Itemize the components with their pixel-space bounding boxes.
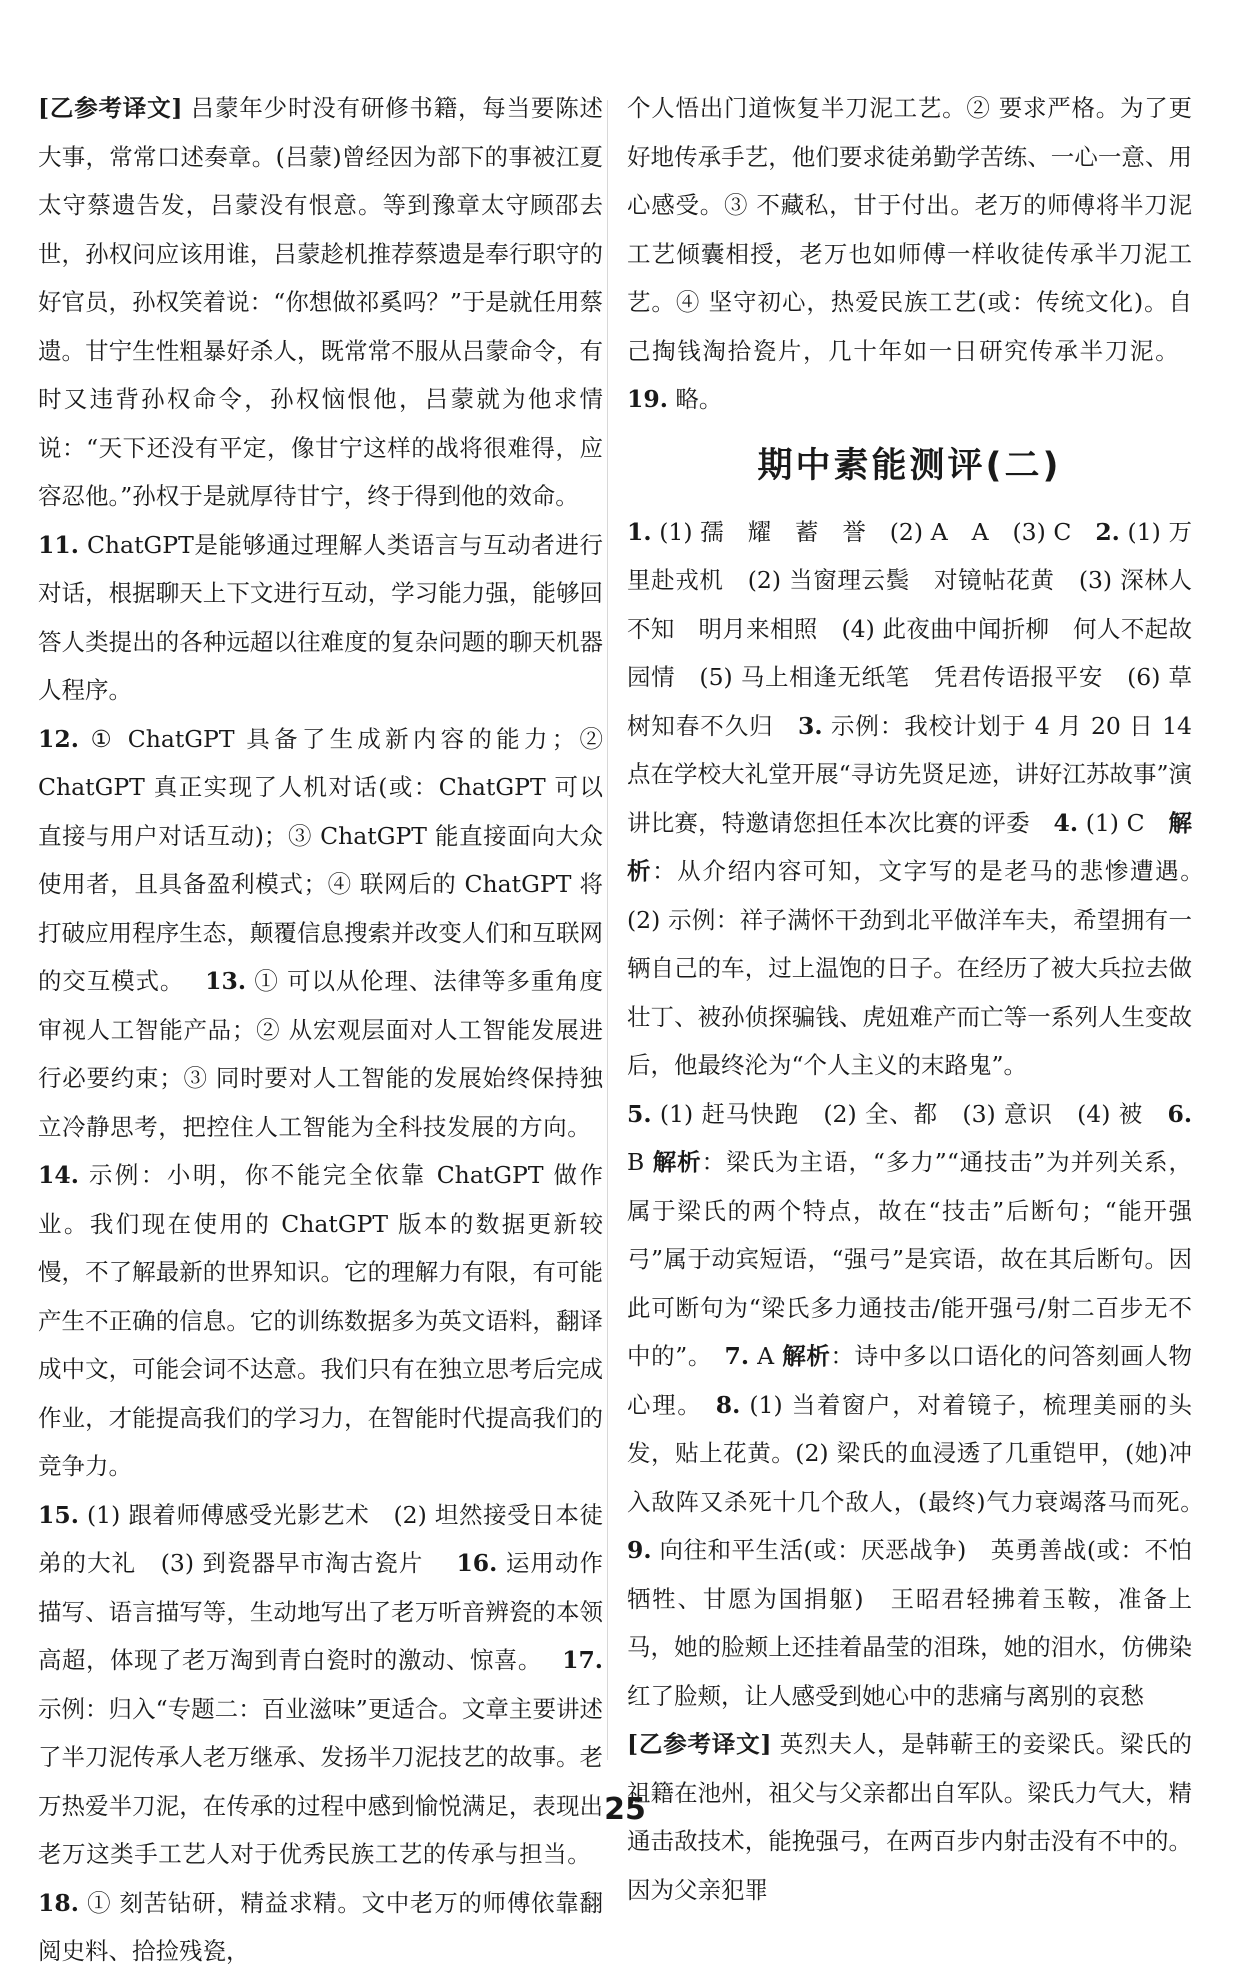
analysis-label: 解析 xyxy=(652,1148,702,1176)
right-column xyxy=(627,84,1216,1914)
answer-12-13 xyxy=(38,715,603,1491)
answer-text: 个人悟出门道恢复半刀泥工艺。② 要求严格。为了更好地传承手艺，他们要求徒弟勤学苦练、一心一意、用心感受。③ 不藏私，甘于付出。老万的师傅将半刀泥工艺倾囊相授，老万也如师傅一样收徒传承半刀泥工艺。④ 坚守初心，热爱民族工艺(或：传统文化)。自己掏钱淘拾瓷片，几十年如一日研究传承半刀泥。 xyxy=(627,94,1192,365)
answer-text: (1) C xyxy=(1085,808,1145,837)
answer-number: 7. xyxy=(724,1342,750,1370)
answer-11 xyxy=(38,521,603,715)
answer-text: 运用动作描写、语言描写等，生动地写出了老万听音辨瓷的本领高超，体现了老万淘到青白瓷时的激动、惊喜。 xyxy=(38,1549,603,1674)
answer-text: 示例：我校计划于 4 月 20 日 14 点在学校大礼堂开展“寻访先贤足迹，讲好江苏故事”演讲比赛，特邀请您担任本次比赛的评委 xyxy=(627,711,1193,837)
answer-text: ：梁氏为主语，“多力”“通技击”为并列关系，属于梁氏的两个特点，故在“技击”后断句；“能开强弓”属于动宾短语，“强弓”是宾语，故在其后断句。因此可断句为“梁氏多力通技击/能开强弓/射二百步无不中的”。 xyxy=(627,1148,1192,1370)
answer-text: ：从介绍内容可知，文字写的是老马的悲惨遭遇。 (2) 示例：祥子满怀干劲到北平做洋车夫，希望拥有一辆自己的车，过上温饱的日子。在经历了被大兵拉去做壮丁、被孙侦探骗钱、虎妞难产而亡等一系列人生变故后，他最终沦为“个人主义的末路鬼”。 xyxy=(627,857,1216,1079)
answer-text: (1) 万里赴戎机 (2) 当窗理云鬓 对镜帖花黄 (3) 深林人不知 明月来相照 (4) 此夜曲中闻折柳 何人不起故园情 (5) 马上相逢无纸笔 凭君传语报平安 (6) 草树知春不久归 xyxy=(627,517,1192,740)
answer-18-continued xyxy=(627,84,1192,424)
answer-number: 3. xyxy=(798,711,823,740)
answer-text: ① 可以从伦理、法律等多重角度审视人工智能产品；② 从宏观层面对人工智能发展进行必要约束；③ 同时要对人工智能的发展始终保持独立冷静思考，把控住人工智能为全科技发展的方向。 xyxy=(38,967,603,1141)
answer-text: ChatGPT是能够通过理解人类语言与互动者进行对话，根据聊天上下文进行互动，学习能力强，能够回答人类提出的各种远超以往难度的复杂问题的聊天机器人程序。 xyxy=(38,530,603,704)
answer-text: A xyxy=(757,1342,775,1370)
answer-text: (1) 跟着师傅感受光影艺术 (2) 坦然接受日本徒弟的大礼 (3) 到瓷器早市淘古瓷片 xyxy=(38,1500,603,1577)
answer-number: 16. xyxy=(456,1549,498,1577)
answer-number: 6. xyxy=(1167,1099,1193,1128)
translation-tag: [乙参考译文] xyxy=(627,1730,772,1758)
analysis-label: 解析 xyxy=(782,1342,831,1370)
answer-number: 18. xyxy=(38,1888,79,1917)
section-title: 期中素能测评(二) xyxy=(757,445,1062,486)
answer-number: 14. xyxy=(38,1161,79,1189)
translation-paragraph xyxy=(38,84,603,521)
answer-number: 1. xyxy=(627,517,652,546)
answer-text: 示例：归入“专题二：百业滋味”更适合。文章主要讲述了半刀泥传承人老万继承、发扬半刀泥技艺的故事。老万热爱半刀泥，在传承的过程中感到愉悦满足，表现出老万这类手工艺人对于优秀民族工艺的传承与担当。 xyxy=(38,1694,603,1868)
analysis-label: 解析 xyxy=(627,808,1193,885)
answer-number: 11. xyxy=(38,530,79,559)
column-divider xyxy=(607,100,608,1760)
answer-number: 15. xyxy=(38,1500,79,1529)
answer-text: (1) 当着窗户，对着镜子，梳理美丽的头发，贴上花黄。(2) 梁氏的血浸透了几重铠甲，(她)冲入敌阵又杀死十几个敌人，(最终)气力衰竭落马而死。 xyxy=(627,1390,1193,1516)
answer-text: (1) 孺 耀 蓄 誉 (2) A A (3) C xyxy=(659,517,1072,546)
translation-text: 英烈夫人，是韩蕲王的妾梁氏。梁氏的祖籍在池州，祖父与父亲都出自军队。梁氏力气大，精通击敌技术，能挽强弓，在两百步内射击没有不中的。因为父亲犯罪 xyxy=(627,1730,1192,1904)
answer-number: 9. xyxy=(627,1536,652,1564)
answer-text: ① ChatGPT 具备了生成新内容的能力；② ChatGPT 真正实现了人机对话(或：ChatGPT 可以直接与用户对话互动)；③ ChatGPT 能直接面向大众使用者，且具备盈利模式；④ 联网后的 ChatGPT 将打破应用程序生态，颠覆信息搜索并改变人们和互联网的交互模式。 xyxy=(38,724,603,995)
answer-number: 13. xyxy=(205,967,247,995)
answer-number: 19. xyxy=(627,385,668,413)
answer-5-9 xyxy=(627,1090,1192,1721)
answer-text: 略。 xyxy=(675,385,723,413)
answer-text: ：诗中多以口语化的问答刻画人物心理。 xyxy=(627,1342,1192,1419)
answer-number: 17. xyxy=(562,1646,603,1674)
answer-number: 5. xyxy=(627,1099,652,1128)
page-number: 25 xyxy=(604,1792,646,1827)
left-column xyxy=(38,84,603,1976)
answer-number: 2. xyxy=(1095,517,1120,546)
translation-tag: [乙参考译文] xyxy=(38,94,183,122)
answer-text: B xyxy=(627,1148,645,1176)
answer-text: 示例：小明，你不能完全依靠 ChatGPT 做作业。我们现在使用的 ChatGPT 版本的数据更新较慢，不了解最新的世界知识。它的理解力有限，有可能产生不正确的信息。它的训练数据多为英文语料，翻译成中文，可能会词不达意。我们只有在独立思考后完成作业，才能提高我们的学习力，在智能时代提高我们的竞争力。 xyxy=(38,1161,603,1480)
answer-number: 4. xyxy=(1053,808,1079,837)
answer-text: (1) 赶马快跑 (2) 全、都 (3) 意识 (4) 被 xyxy=(659,1099,1144,1128)
answer-1-4 xyxy=(627,508,1216,1090)
answer-text: 向往和平生活(或：厌恶战争) 英勇善战(或：不怕牺牲、甘愿为国捐躯) 王昭君轻拂着玉鞍，准备上马，她的脸颊上还挂着晶莹的泪珠，她的泪水，仿佛染红了脸颊，让人感受到她心中的悲痛与离别的哀愁 xyxy=(627,1536,1192,1710)
answer-15-18 xyxy=(38,1491,603,1976)
translation-text: 吕蒙年少时没有研修书籍，每当要陈述大事，常常口述奏章。(吕蒙)曾经因为部下的事被江夏太守蔡遗告发，吕蒙没有恨意。等到豫章太守顾邵去世，孙权问应该用谁，吕蒙趁机推荐蔡遗是奉行职守的好官员，孙权笑着说：“你想做祁奚吗？”于是就任用蔡遗。甘宁生性粗暴好杀人，既常常不服从吕蒙命令，有时又违背孙权命令，孙权恼恨他，吕蒙就为他求情说：“天下还没有平定，像甘宁这样的战将很难得，应容忍他。”孙权于是就厚待甘宁，终于得到他的效命。 xyxy=(38,94,603,510)
answer-number: 12. xyxy=(38,724,79,753)
answer-text: ① 刻苦钻研，精益求精。文中老万的师傅依靠翻阅史料、拾捡残瓷， xyxy=(38,1888,603,1965)
answer-number: 8. xyxy=(715,1390,741,1419)
